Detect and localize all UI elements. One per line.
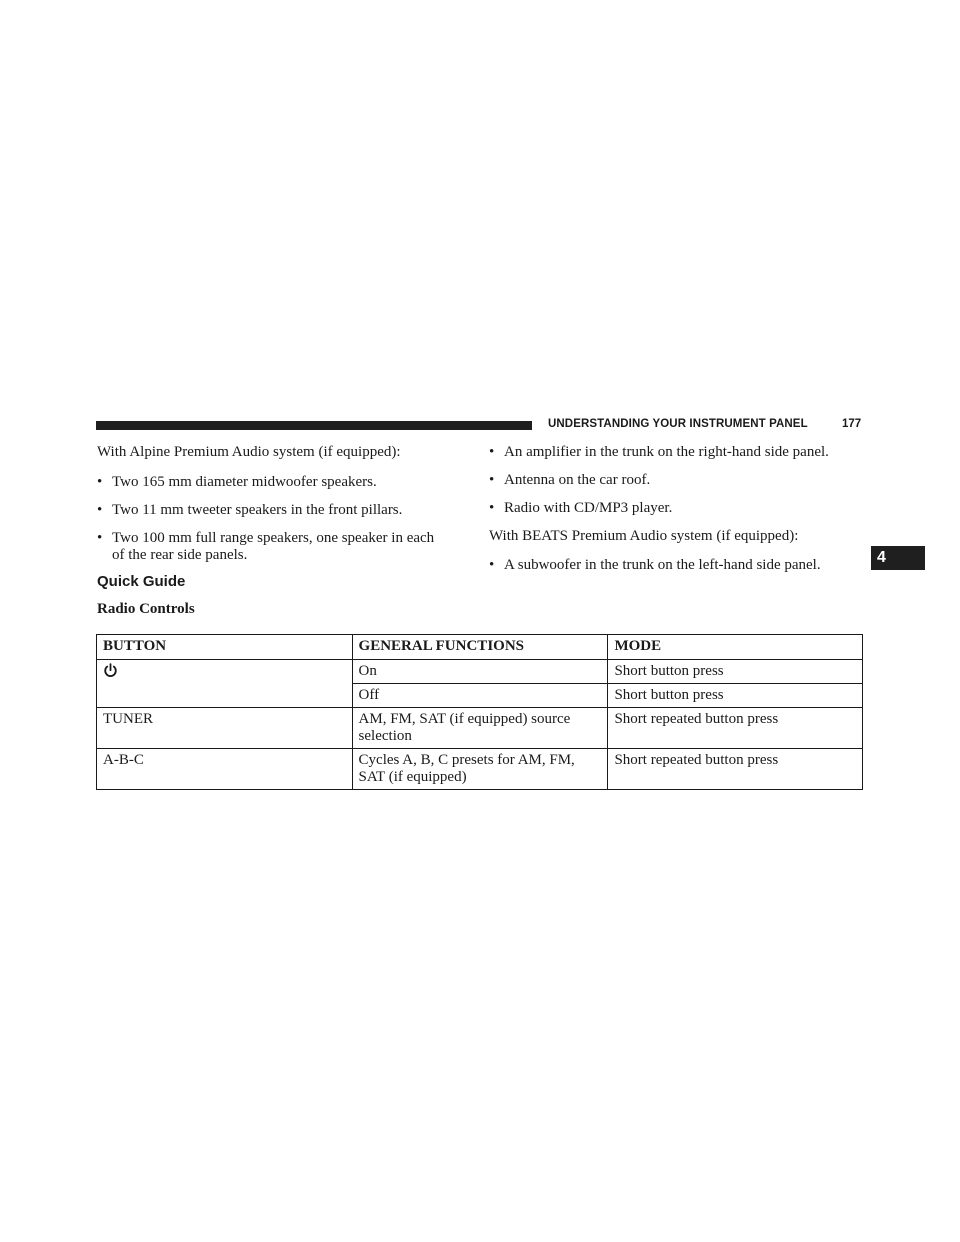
table-cell-mode: Short button press [608, 684, 863, 708]
list-item-text: Two 165 mm diameter midwoofer speakers. [112, 474, 377, 490]
section-title: UNDERSTANDING YOUR INSTRUMENT PANEL [548, 418, 808, 430]
list-item-text: A subwoofer in the trunk on the left-hand side panel. [504, 557, 821, 573]
list-item-continuation: of the rear side panels. [112, 547, 248, 563]
column-header-button: BUTTON [97, 635, 353, 660]
header-rule [96, 421, 532, 430]
chapter-tab[interactable]: 4 [871, 546, 925, 570]
bullet-dot: • [489, 444, 495, 460]
function-line: AM, FM, SAT (if equipped) source [358, 711, 571, 727]
table-cell-mode: Short repeated button press [608, 749, 863, 790]
table-row [97, 708, 863, 749]
table-row [97, 749, 863, 790]
function-line: SAT (if equipped) [358, 769, 467, 785]
table-cell-button: TUNER [97, 708, 353, 749]
table-cell-function [352, 708, 608, 749]
radio-controls-table [96, 634, 863, 790]
power-icon [103, 663, 118, 678]
alpine-intro: With Alpine Premium Audio system (if equipped): [97, 444, 401, 460]
list-item-text: Radio with CD/MP3 player. [504, 500, 673, 516]
table-cell-button: A-B-C [97, 749, 353, 790]
bullet-dot: • [97, 502, 103, 518]
bullet-dot: • [489, 472, 495, 488]
table-header-row [97, 635, 863, 660]
list-item-text: Antenna on the car roof. [504, 472, 651, 488]
quick-guide-heading: Quick Guide [97, 573, 186, 590]
column-header-mode: MODE [608, 635, 863, 660]
table-cell-function: On [352, 660, 608, 684]
table-cell-function: Off [352, 684, 608, 708]
list-item-text: Two 11 mm tweeter speakers in the front pillars. [112, 502, 403, 518]
function-line: selection [358, 728, 412, 744]
bullet-dot: • [489, 500, 495, 516]
list-item-text: An amplifier in the trunk on the right-hand side panel. [504, 444, 829, 460]
bullet-dot: • [97, 530, 103, 546]
radio-controls-heading: Radio Controls [97, 601, 195, 617]
page-number: 177 [842, 418, 862, 430]
bullet-dot: • [489, 557, 495, 573]
list-item-text: Two 100 mm full range speakers, one speaker in each [112, 530, 435, 546]
table-cell-function [352, 749, 608, 790]
table-cell-button [97, 660, 353, 708]
column-header-functions: GENERAL FUNCTIONS [352, 635, 608, 660]
table-cell-mode: Short button press [608, 660, 863, 684]
function-line: Cycles A, B, C presets for AM, FM, [358, 752, 575, 768]
table-cell-mode: Short repeated button press [608, 708, 863, 749]
beats-intro: With BEATS Premium Audio system (if equipped): [489, 528, 799, 544]
bullet-dot: • [97, 474, 103, 490]
table-row [97, 660, 863, 684]
